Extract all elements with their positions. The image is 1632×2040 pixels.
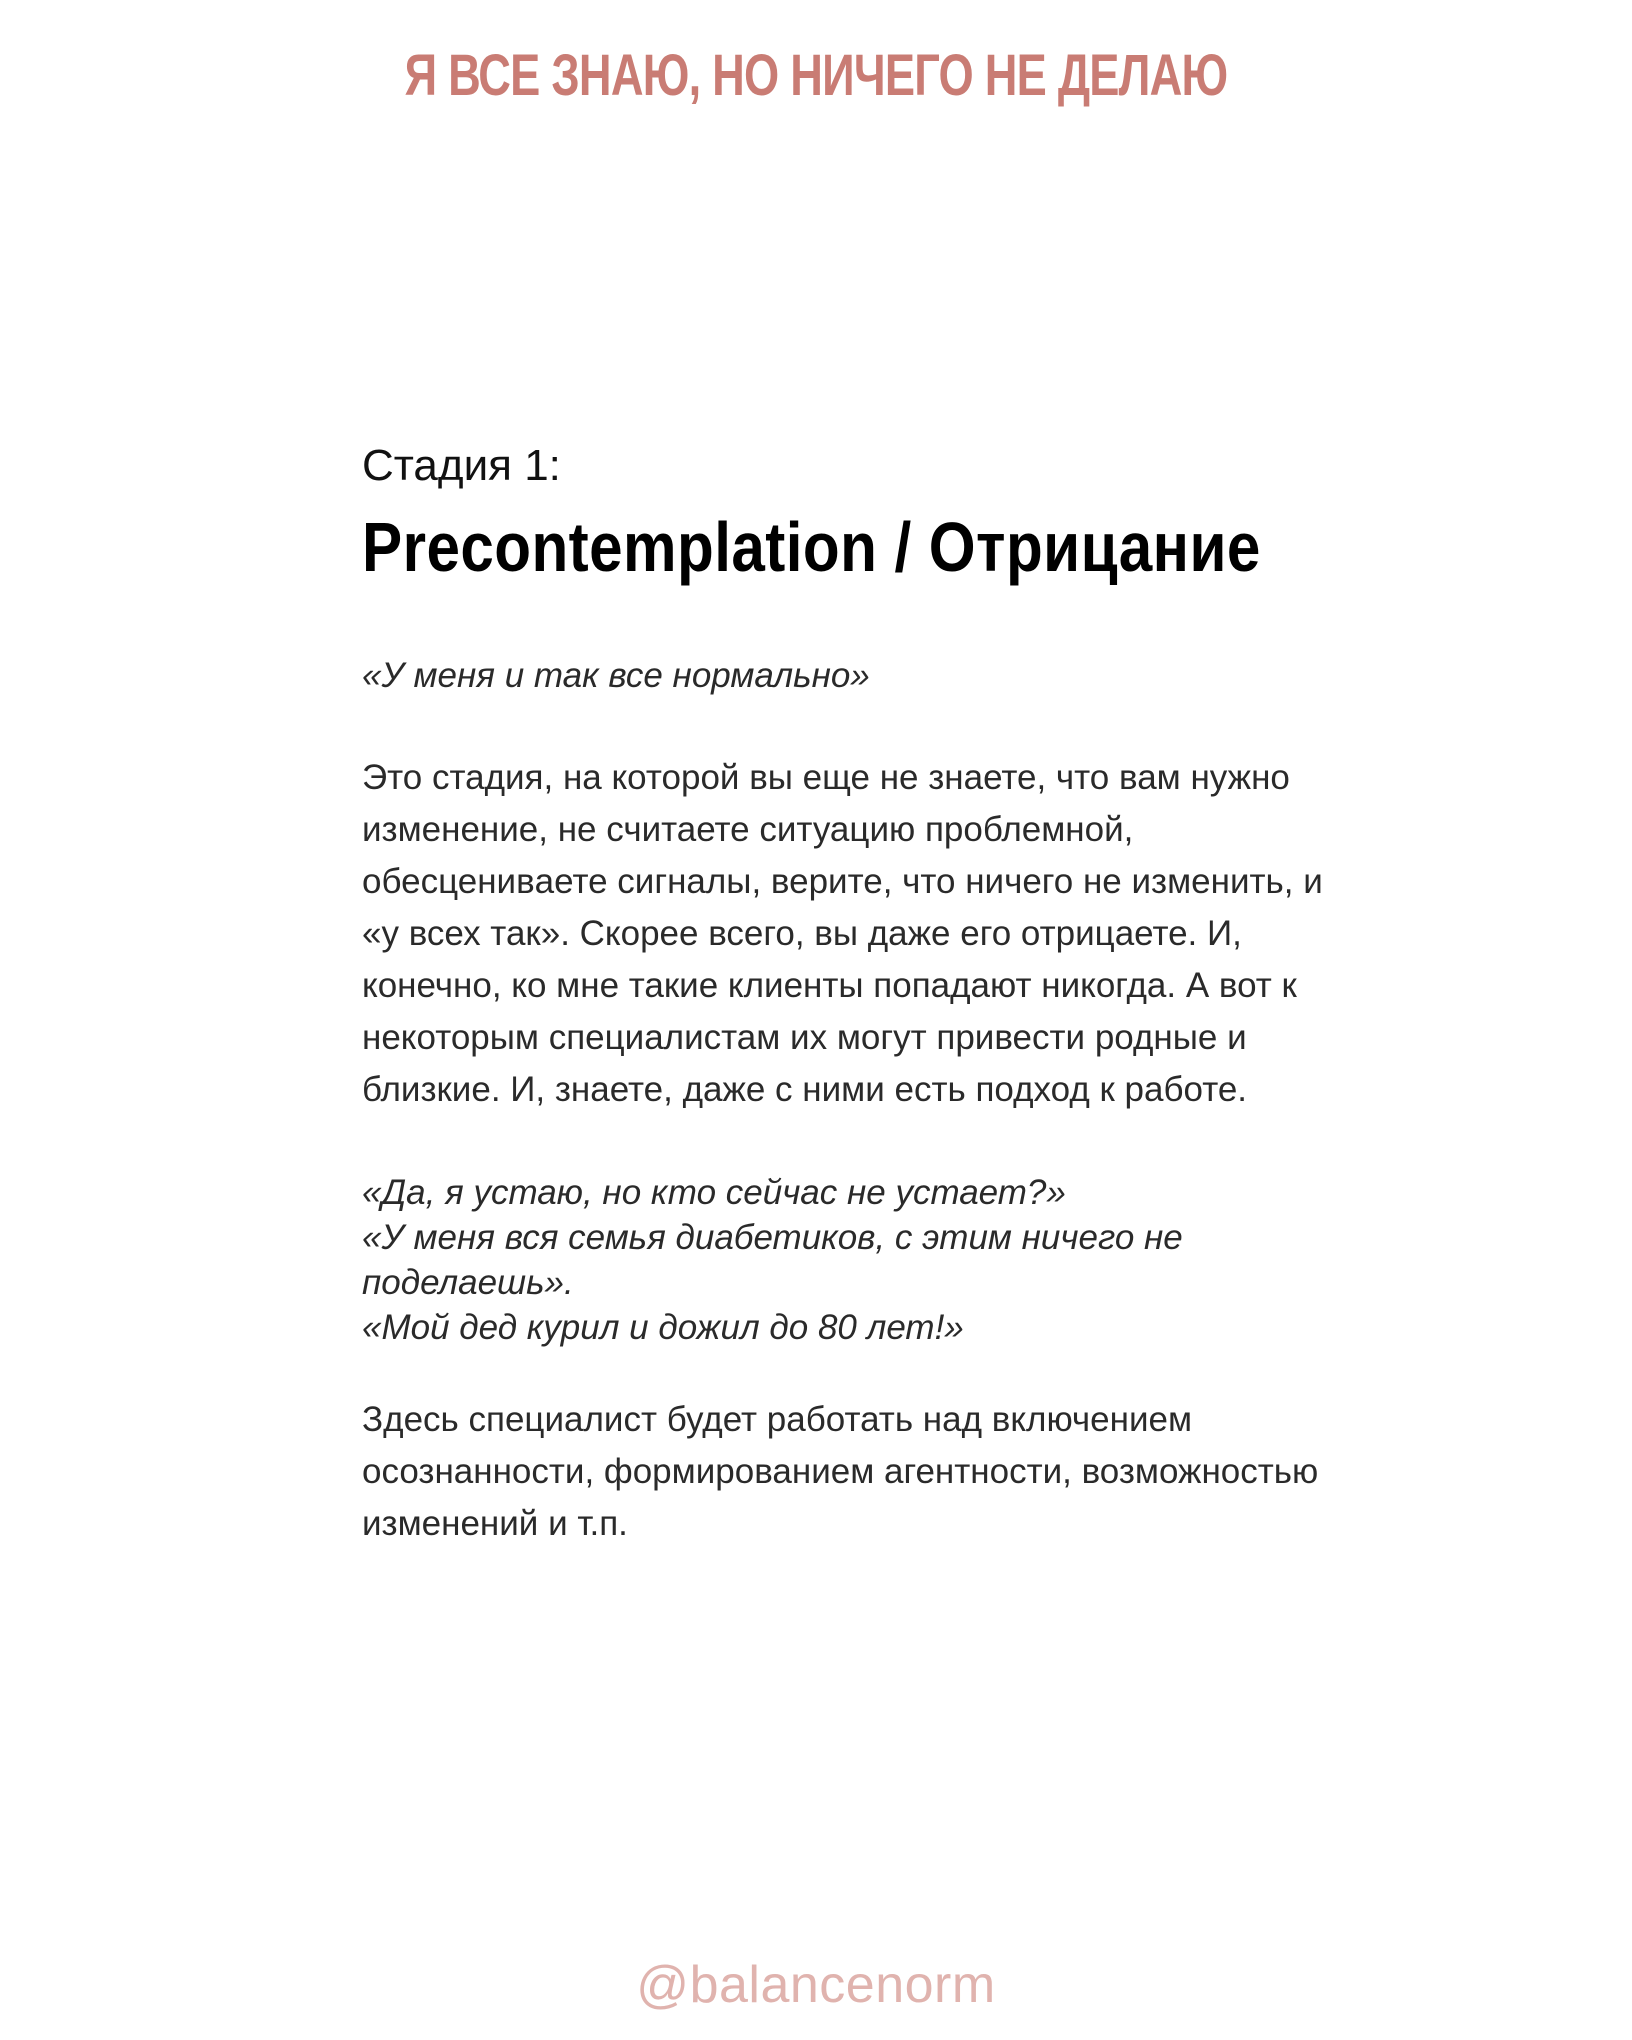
page-title: Я ВСЕ ЗНАЮ, НО НИЧЕГО НЕ ДЕЛАЮ [404,43,1228,108]
stage-label: Стадия 1: [362,441,561,490]
conclusion-paragraph: Здесь специалист будет работать над включением осознанности, формированием агентности, возможностью изменений и т.п. [362,1400,1319,1543]
quote-list [362,1170,1342,1350]
main-content [362,436,1342,1550]
quote-item: «У меня вся семья диабетиков, с этим ничего не поделаешь». [362,1218,1183,1302]
quote-item: «Да, я устаю, но кто сейчас не устает?» [362,1173,1066,1212]
stage-heading: Precontemplation / Отрицание [362,508,1261,586]
author-handle: @balancenorm [636,1956,996,2014]
quote-item: «Мой дед курил и дожил до 80 лет!» [362,1308,964,1347]
description-paragraph: Это стадия, на которой вы еще не знаете, что вам нужно изменение, не считаете ситуацию проблемной, обесценивaете сигналы, верите, что ничего не изменить, и «у всех так». Скорее всего, вы даже его отрицаете. И, конечно, ко мне такие клиенты попадают никогда. А вот к некоторым специалистам их могут привести родные и близкие. И, знаете, даже с ними есть подход к работе. [362,758,1323,1109]
lead-quote: «У меня и так все нормально» [362,656,870,695]
